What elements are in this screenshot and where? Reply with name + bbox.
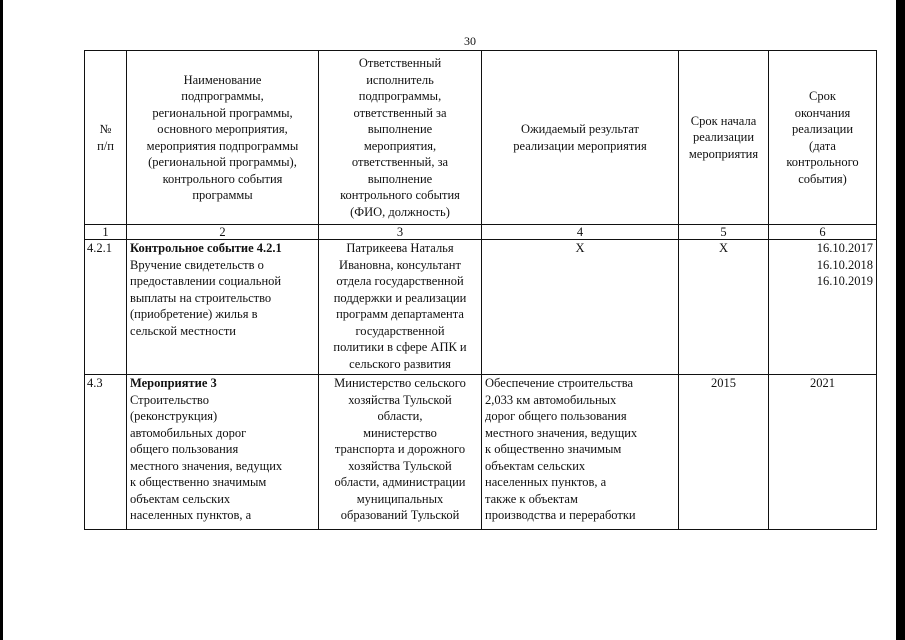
row-title: Контрольное событие 4.2.1 bbox=[130, 241, 282, 255]
row-name: Строительство (реконструкция) автомобильных дорог общего пользования местного значения, ведущих к общественно значимым объектам сельских населенных пунктов, а bbox=[130, 392, 283, 522]
column-index-row bbox=[85, 225, 877, 240]
header-number: № п/п bbox=[85, 51, 127, 225]
column-index: 1 bbox=[85, 225, 127, 240]
row-title: Мероприятие 3 bbox=[130, 376, 217, 390]
row-number: 4.3 bbox=[85, 375, 127, 530]
row-expected-result: Обеспечение строительства 2,033 км автомобильных дорог общего пользования местного значения, ведущих к общественно значимым объектам сельских населенных пунктов, а также к объектам производства и переработки bbox=[482, 375, 679, 530]
row-name-cell bbox=[127, 375, 319, 530]
table-row bbox=[85, 375, 877, 530]
row-end-date: 2021 bbox=[769, 375, 877, 530]
page-number: 30 bbox=[464, 34, 476, 48]
column-index: 5 bbox=[679, 225, 769, 240]
row-end-date: 16.10.2017 16.10.2018 16.10.2019 bbox=[769, 240, 877, 375]
row-name: Вручение свидетельств о предоставлении социальной выплаты на строительство (приобретение) жилья в сельской местности bbox=[130, 257, 282, 338]
column-index: 6 bbox=[769, 225, 877, 240]
column-index: 3 bbox=[319, 225, 482, 240]
column-index: 4 bbox=[482, 225, 679, 240]
header-expected-result: Ожидаемый результат реализации мероприятия bbox=[482, 51, 679, 225]
row-responsible: Министерство сельского хозяйства Тульской области, министерство транспорта и дорожного хозяйства Тульской области, администрации муниципальных образований Тульской bbox=[319, 375, 482, 530]
row-start-date: Х bbox=[679, 240, 769, 375]
column-index: 2 bbox=[127, 225, 319, 240]
program-plan-table bbox=[84, 50, 877, 530]
row-number: 4.2.1 bbox=[85, 240, 127, 375]
header-name: Наименование подпрограммы, региональной программы, основного мероприятия, мероприятия подпрограммы (региональной программы), контрольного события программы bbox=[127, 51, 319, 225]
row-name-cell bbox=[127, 240, 319, 375]
row-expected-result: Х bbox=[482, 240, 679, 375]
scan-right-edge bbox=[896, 0, 905, 640]
row-start-date: 2015 bbox=[679, 375, 769, 530]
header-start-date: Срок начала реализации мероприятия bbox=[679, 51, 769, 225]
scan-left-edge bbox=[0, 0, 3, 640]
row-responsible: Патрикеева Наталья Ивановна, консультант отдела государственной поддержки и реализации программ департамента государственной политики в сфере АПК и сельского развития bbox=[319, 240, 482, 375]
table-row bbox=[85, 240, 877, 375]
header-end-date: Срок окончания реализации (дата контрольного события) bbox=[769, 51, 877, 225]
header-responsible: Ответственный исполнитель подпрограммы, ответственный за выполнение мероприятия, ответственный, за выполнение контрольного события (ФИО, должность) bbox=[319, 51, 482, 225]
table-header-row bbox=[85, 51, 877, 225]
